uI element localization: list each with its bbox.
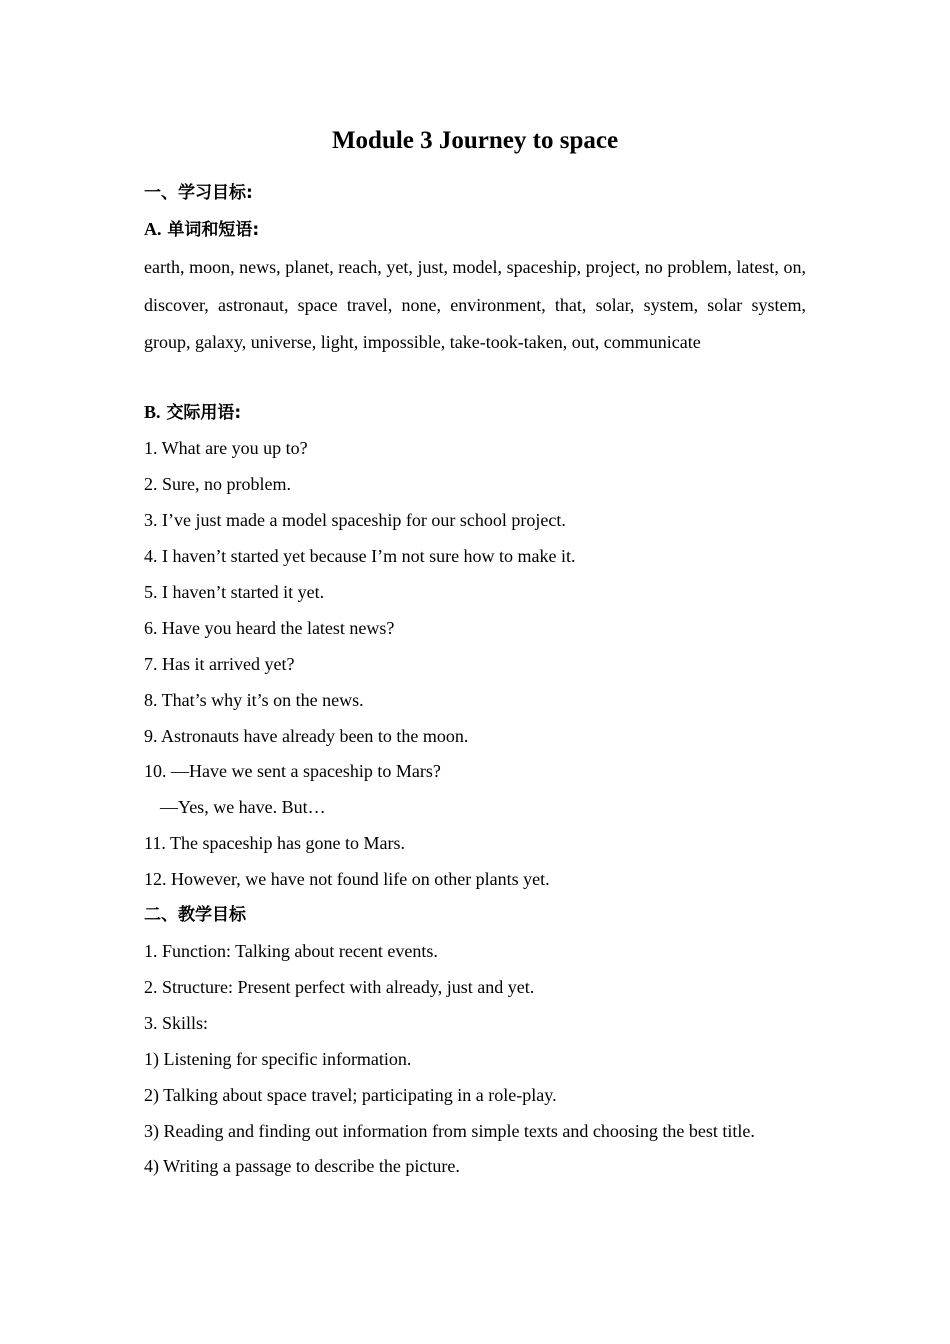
expression-item: 1. What are you up to? xyxy=(144,438,308,458)
expression-item-reply: —Yes, we have. But… xyxy=(160,797,326,817)
subheading-vocabulary-prefix: A. xyxy=(144,219,162,239)
section-heading-teaching-objectives: 二、教学目标 xyxy=(144,905,246,925)
subheading-expressions-label: 交际用语: xyxy=(166,403,242,423)
expression-item: 9. Astronauts have already been to the moon. xyxy=(144,726,469,746)
objective-item: 3) Reading and finding out information from simple texts and choosing the best title. xyxy=(144,1121,755,1141)
subheading-vocabulary-label: 单词和短语: xyxy=(167,220,260,240)
objective-item: 2) Talking about space travel; participating in a role-play. xyxy=(144,1085,557,1105)
expression-item: 6. Have you heard the latest news? xyxy=(144,618,395,638)
expression-item: 8. That’s why it’s on the news. xyxy=(144,690,364,710)
objective-item: 2. Structure: Present perfect with already, just and yet. xyxy=(144,977,535,997)
objective-item: 1. Function: Talking about recent events. xyxy=(144,941,438,961)
subheading-expressions xyxy=(144,399,241,426)
expression-item: 4. I haven’t started yet because I’m not sure how to make it. xyxy=(144,546,576,566)
subheading-expressions-prefix: B. xyxy=(144,402,161,422)
subheading-vocabulary xyxy=(144,216,259,243)
section-heading-learning-objectives: 一、学习目标: xyxy=(144,183,253,203)
expression-item: 10. —Have we sent a spaceship to Mars? xyxy=(144,761,441,781)
objective-item: 3. Skills: xyxy=(144,1013,209,1033)
vocabulary-paragraph: earth, moon, news, planet, reach, yet, just, model, spaceship, project, no problem, latest, on, discover, astronaut, space travel, none, environment, that, solar, system, solar system, group, galaxy, universe, light, impossible, take-took-taken, out, communicate xyxy=(144,257,806,352)
expression-item: 5. I haven’t started it yet. xyxy=(144,582,325,602)
expression-item: 11. The spaceship has gone to Mars. xyxy=(144,833,405,853)
objective-item: 1) Listening for specific information. xyxy=(144,1049,412,1069)
objective-item: 4) Writing a passage to describe the picture. xyxy=(144,1156,460,1176)
document-title: Module 3 Journey to space xyxy=(331,127,619,154)
expression-item: 2. Sure, no problem. xyxy=(144,474,291,494)
expression-item: 3. I’ve just made a model spaceship for our school project. xyxy=(144,510,566,530)
expression-item: 7. Has it arrived yet? xyxy=(144,654,295,674)
expression-item: 12. However, we have not found life on other plants yet. xyxy=(144,869,550,889)
